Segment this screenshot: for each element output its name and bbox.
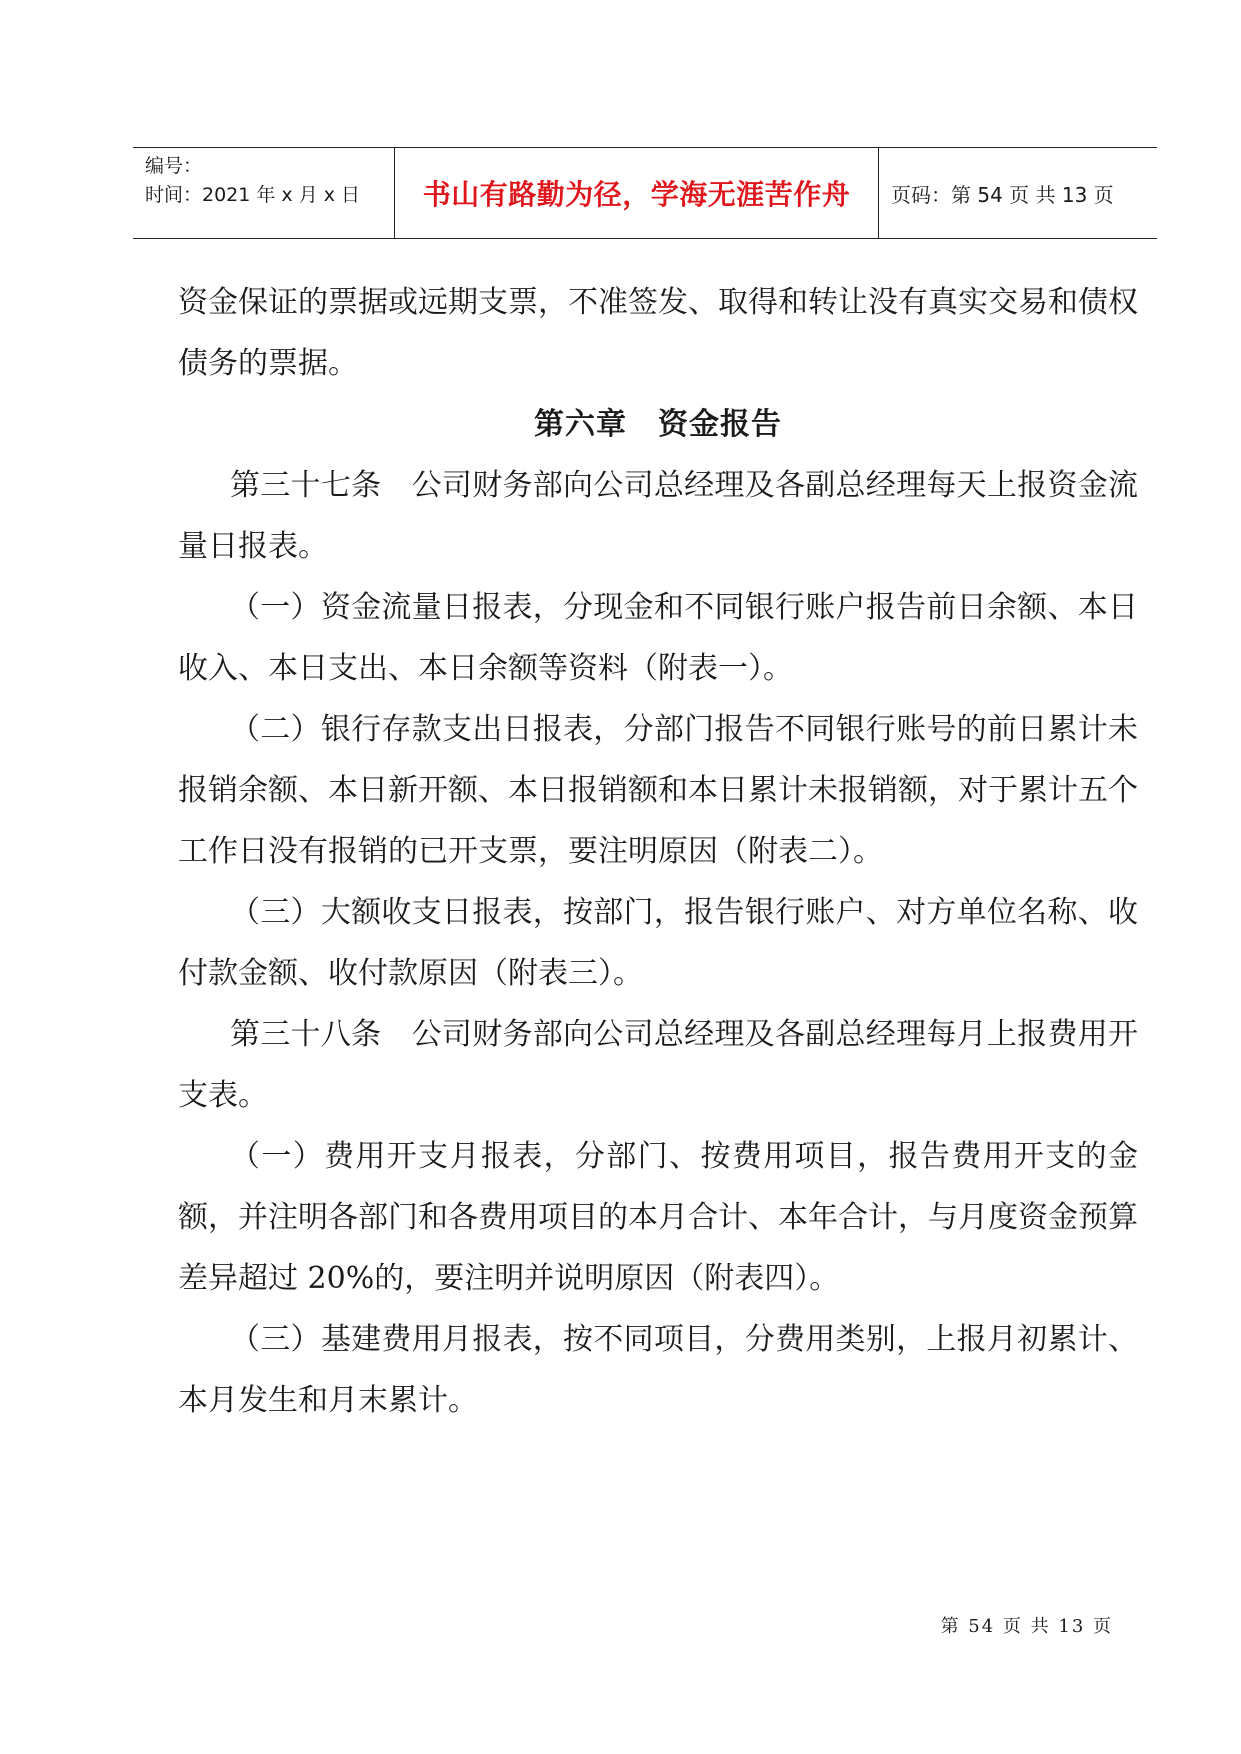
- paragraph-continuation: 资金保证的票据或远期支票，不准签发、取得和转让没有真实交易和债权债务的票据。: [178, 285, 1138, 381]
- article-37-item-1: （一）资金流量日报表，分现金和不同银行账户报告前日余额、本日收入、本日支出、本日余额等资料（附表一）。: [178, 590, 1138, 686]
- header-page-info: 页码：第 54 页 共 13 页: [891, 182, 1114, 207]
- article-37-item-2: （二）银行存款支出日报表，分部门报告不同银行账号的前日累计未报销余额、本日新开额、本日报销额和本日累计未报销额，对于累计五个工作日没有报销的已开支票，要注明原因（附表二）。: [178, 712, 1138, 869]
- document-number-label: 编号：: [145, 155, 203, 177]
- header-motto: 书山有路勤为径，学海无涯苦作舟: [395, 148, 879, 238]
- chapter-title: 第六章 资金报告: [534, 407, 782, 442]
- article-37-item-3: （三）大额收支日报表，按部门，报告银行账户、对方单位名称、收付款金额、收付款原因（附表三）。: [178, 895, 1138, 991]
- document-body: [178, 272, 1138, 1431]
- page-footer: 第 54 页 共 13 页: [940, 1616, 1113, 1637]
- article-38-item-1: （一）费用开支月报表，分部门、按费用项目，报告费用开支的金额，并注明各部门和各费用项目的本月合计、本年合计，与月度资金预算差异超过 20%的，要注明并说明原因（附表四）。: [178, 1139, 1138, 1296]
- article-38-item-3: （三）基建费用月报表，按不同项目，分费用类别，上报月初累计、本月发生和月末累计。: [178, 1322, 1138, 1418]
- page-header: [133, 147, 1157, 239]
- header-meta: [133, 148, 395, 238]
- article-37: 第三十七条 公司财务部向公司总经理及各副总经理每天上报资金流量日报表。: [178, 468, 1138, 564]
- document-time: 时间：2021 年 x 月 x 日: [145, 184, 361, 206]
- article-38: 第三十八条 公司财务部向公司总经理及各副总经理每月上报费用开支表。: [178, 1017, 1138, 1113]
